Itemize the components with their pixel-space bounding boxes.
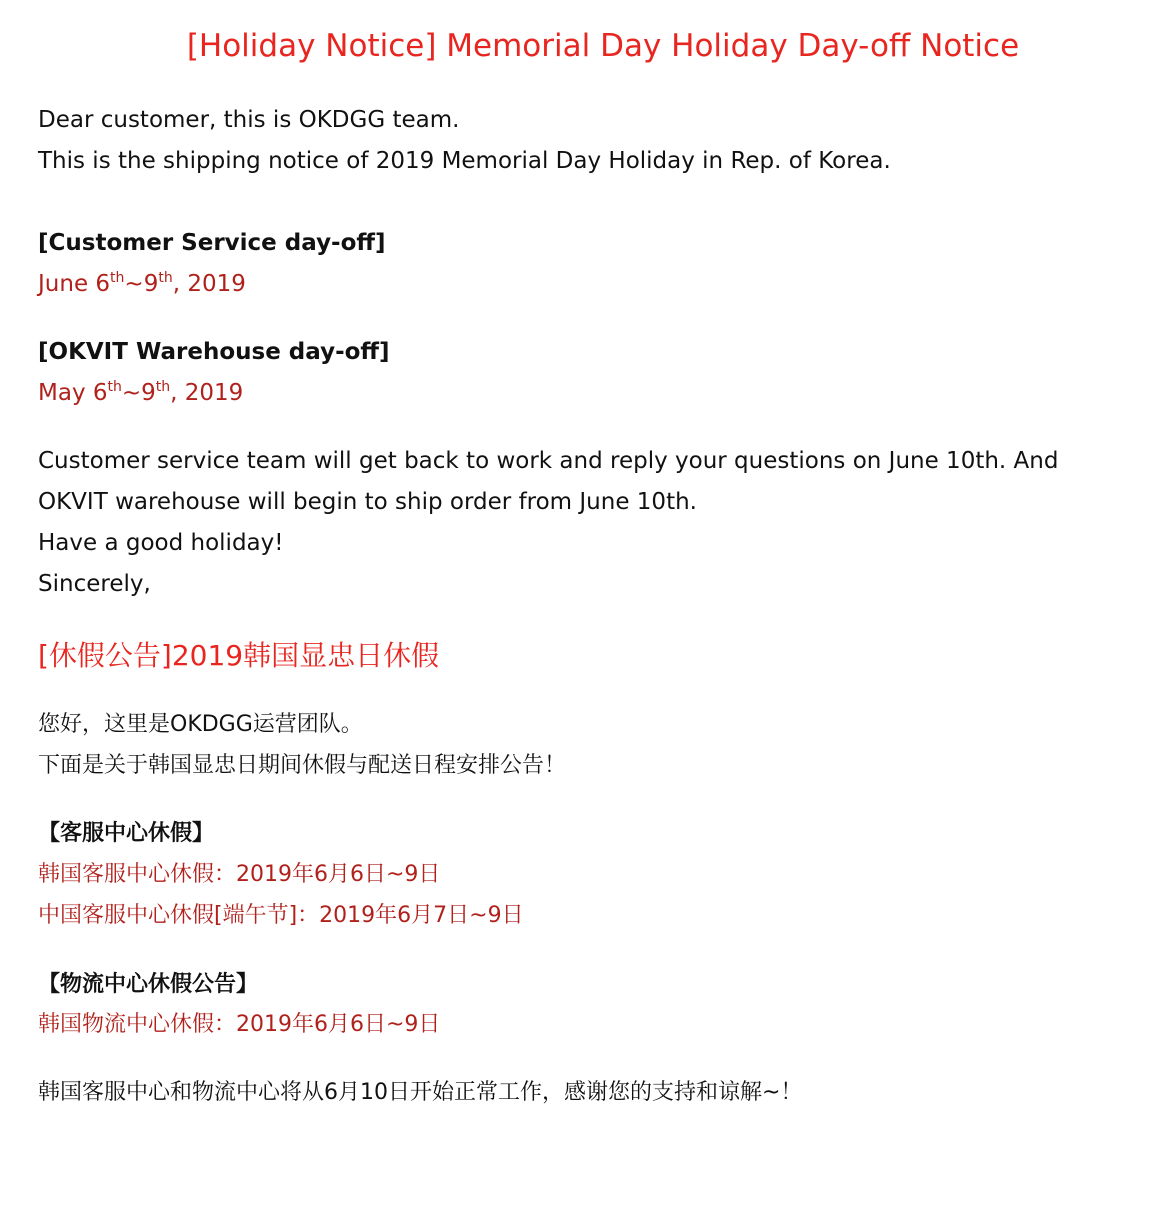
chinese-wh-heading: 【物流中心休假公告】	[38, 972, 259, 997]
cs-date-year: , 2019	[172, 271, 246, 297]
chinese-wh-korea: 韩国物流中心休假：2019年6月6日~9日	[38, 1012, 441, 1037]
chinese-title: [休假公告]2019韩国显忠日休假	[38, 639, 440, 672]
chinese-greeting-line-1: 您好，这里是OKDGG运营团队。	[38, 712, 363, 737]
cs-date-month: June 6	[38, 271, 111, 297]
cs-date-sep: ~9	[124, 271, 159, 297]
closing-line-2: Sincerely,	[38, 571, 151, 597]
wh-date-month: May 6	[38, 380, 108, 406]
warehouse-heading: [OKVIT Warehouse day-off]	[38, 339, 390, 365]
wh-date-sup-1: th	[107, 379, 122, 395]
wh-date-sup-2: th	[155, 379, 171, 395]
chinese-cs-korea: 韩国客服中心休假：2019年6月6日~9日	[38, 862, 441, 887]
closing-line-1: Have a good holiday!	[38, 530, 284, 556]
warehouse-date	[38, 373, 243, 414]
wh-date-sep: ~9	[121, 380, 156, 406]
cs-date-sup-2: th	[158, 270, 173, 286]
return-to-work-text: Customer service team will get back to work and reply your questions on June 10th. And OKVIT warehouse will begin to ship order from June 10th.	[38, 448, 1059, 515]
cs-date-sup-1: th	[110, 270, 125, 286]
chinese-cs-heading: 【客服中心休假】	[38, 821, 215, 846]
customer-service-heading: [Customer Service day-off]	[38, 230, 386, 256]
chinese-cs-china: 中国客服中心休假[端午节]：2019年6月7日~9日	[38, 903, 524, 928]
customer-service-date	[38, 264, 246, 305]
greeting-line-2: This is the shipping notice of 2019 Memorial Day Holiday in Rep. of Korea.	[38, 148, 891, 174]
greeting-line-1: Dear customer, this is OKDGG team.	[38, 107, 460, 133]
wh-date-year: , 2019	[170, 380, 244, 406]
chinese-greeting-line-2: 下面是关于韩国显忠日期间休假与配送日程安排公告！	[38, 753, 567, 778]
notice-title: [Holiday Notice] Memorial Day Holiday Day-off Notice	[186, 28, 1020, 64]
chinese-closing: 韩国客服中心和物流中心将从6月10日开始正常工作，感谢您的支持和谅解~！	[38, 1080, 803, 1105]
